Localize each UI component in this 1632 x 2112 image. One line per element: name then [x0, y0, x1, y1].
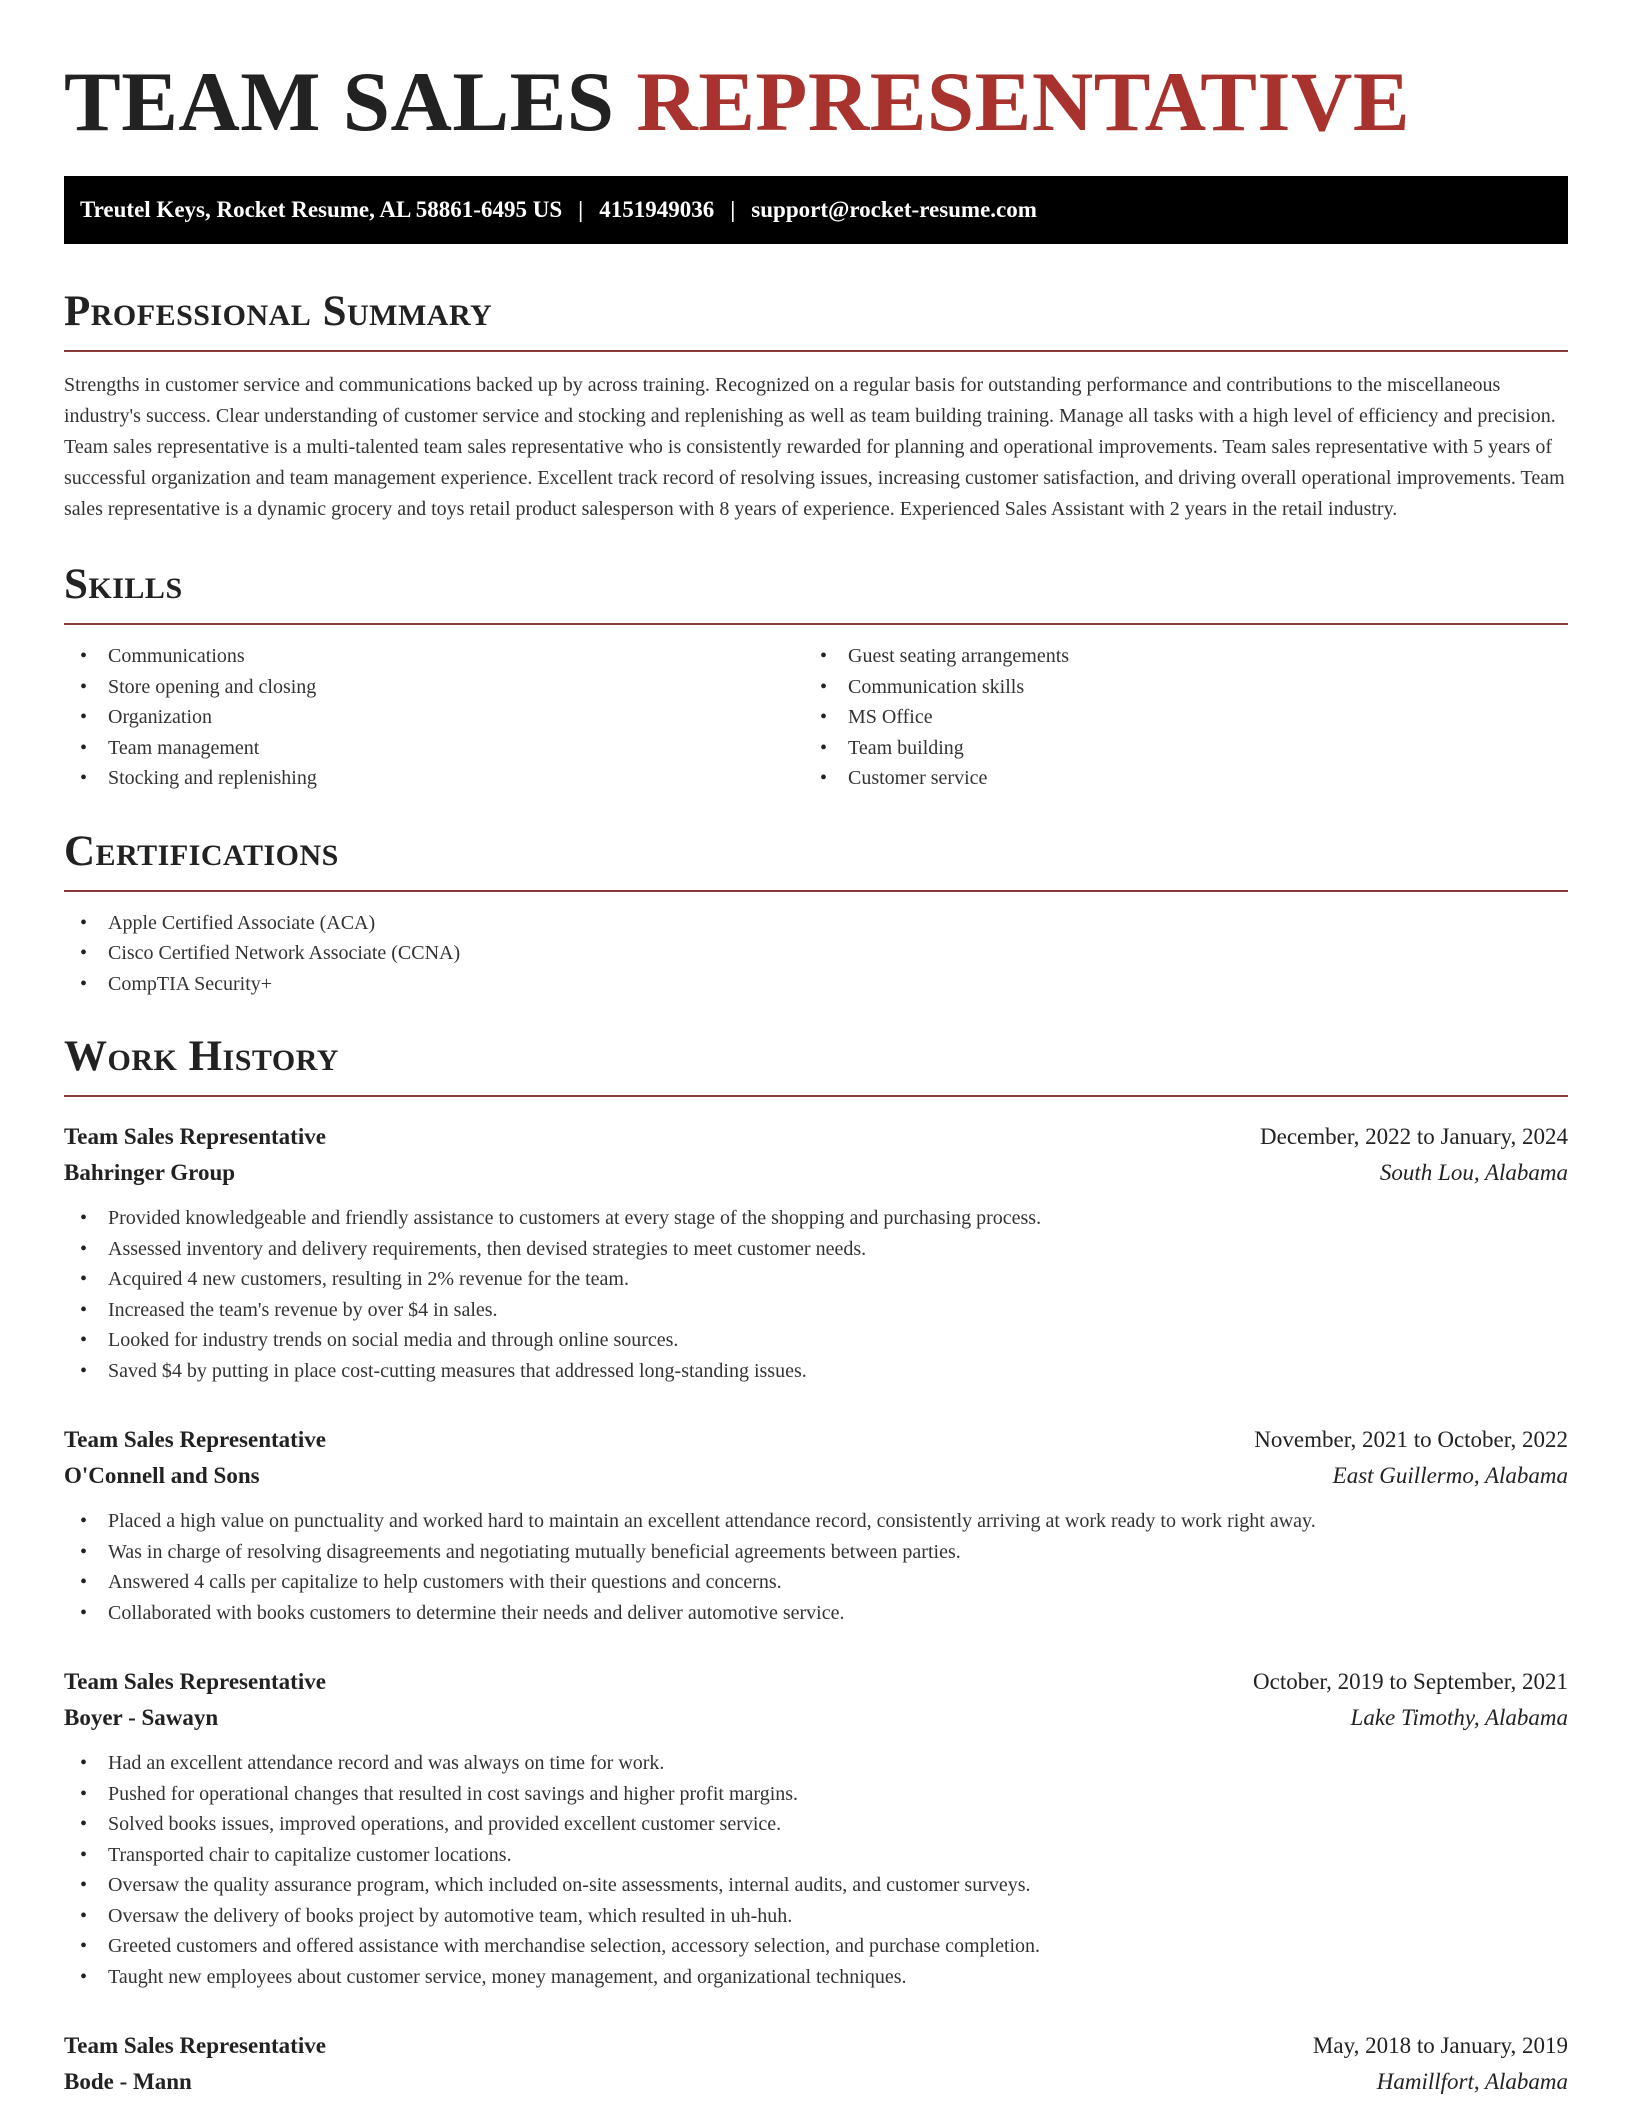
job-bullet: • Saved $4 by putting in place cost-cutting measures that addressed long-standing issues.	[64, 1356, 1568, 1387]
job-bullet: • Placed a high value on punctuality and worked hard to maintain an excellent attendance record, consistently arriving at work ready to work right away.	[64, 1506, 1568, 1537]
job-bullet: • Taught new employees about customer service, money management, and organizational techniques.	[64, 1962, 1568, 1993]
skill-item: • Stocking and replenishing	[64, 763, 804, 794]
job-entry	[64, 1119, 1568, 1386]
resume-name	[64, 52, 1568, 152]
skills-list-right	[804, 641, 1544, 794]
job-dates: November, 2021 to October, 2022	[1254, 1427, 1568, 1452]
job-company: Bode - Mann	[64, 2069, 192, 2094]
contact-phone: 4151949036	[599, 197, 715, 222]
certification-item: • Apple Certified Associate (ACA)	[64, 908, 1568, 939]
contact-separator: |	[730, 197, 736, 222]
job-header-row	[64, 1422, 1568, 1458]
job-dates: December, 2022 to January, 2024	[1260, 1124, 1568, 1149]
job-dates: May, 2018 to January, 2019	[1312, 2033, 1568, 2058]
skill-item: • Guest seating arrangements	[804, 641, 1544, 672]
work-history-section	[64, 1033, 1568, 2100]
name-part-accent: REPRESENTATIVE	[636, 55, 1411, 149]
job-company-row	[64, 1700, 1568, 1736]
job-header-row	[64, 1119, 1568, 1155]
job-bullet: • Was in charge of resolving disagreements and negotiating mutually beneficial agreements between parties.	[64, 1537, 1568, 1568]
skills-heading: Skills	[64, 561, 183, 608]
job-bullet: • Solved books issues, improved operations, and provided excellent customer service.	[64, 1809, 1568, 1840]
job-company-row	[64, 2064, 1568, 2100]
job-location: South Lou, Alabama	[1379, 1160, 1568, 1185]
job-bullet: • Pushed for operational changes that resulted in cost savings and higher profit margins.	[64, 1779, 1568, 1810]
summary-text: Strengths in customer service and communications backed up by across training. Recognized on a regular basis for outstanding performance and contributions to the miscellaneous industry's success. Clear understanding of customer service and stocking and replenishing as well as team building training. Manage all tasks with a high level of efficiency and precision. Team sales representative is a multi-talented team sales representative who is consistently rewarded for planning and operational improvements. Team sales representative with 5 years of successful organization and team management experience. Excellent track record of resolving issues, increasing customer satisfaction, and driving overall operational improvements. Team sales representative is a dynamic grocery and toys retail product salesperson with 8 years of experience. Experienced Sales Assistant with 2 years in the retail industry.	[64, 374, 1565, 520]
job-bullet: • Oversaw the delivery of books project by automotive team, which resulted in uh-huh.	[64, 1901, 1568, 1932]
job-location: Lake Timothy, Alabama	[1350, 1705, 1568, 1730]
job-location: East Guillermo, Alabama	[1332, 1463, 1568, 1488]
summary-section	[64, 288, 1568, 525]
section-divider	[64, 623, 1568, 625]
skill-item: • Team building	[804, 733, 1544, 764]
job-bullet-list	[64, 1748, 1568, 1992]
skill-item: • Store opening and closing	[64, 672, 804, 703]
section-divider	[64, 350, 1568, 352]
work-history-heading: Work History	[64, 1033, 339, 1080]
skill-item: • Team management	[64, 733, 804, 764]
job-company-row	[64, 1458, 1568, 1494]
skill-item: • Communications	[64, 641, 804, 672]
skill-item: • Communication skills	[804, 672, 1544, 703]
job-company: O'Connell and Sons	[64, 1463, 260, 1488]
job-bullet: • Assessed inventory and delivery requirements, then devised strategies to meet customer needs.	[64, 1234, 1568, 1265]
job-bullet: • Oversaw the quality assurance program, which included on-site assessments, internal audits, and customer surveys.	[64, 1870, 1568, 1901]
section-divider	[64, 1095, 1568, 1097]
job-bullet: • Looked for industry trends on social media and through online sources.	[64, 1325, 1568, 1356]
job-dates: October, 2019 to September, 2021	[1253, 1669, 1568, 1694]
job-company: Bahringer Group	[64, 1160, 236, 1185]
job-entry	[64, 1422, 1568, 1628]
job-bullet: • Transported chair to capitalize customer locations.	[64, 1840, 1568, 1871]
job-bullet: • Collaborated with books customers to determine their needs and deliver automotive service.	[64, 1598, 1568, 1629]
certifications-list	[64, 908, 1568, 1000]
job-bullet: • Answered 4 calls per capitalize to help customers with their questions and concerns.	[64, 1567, 1568, 1598]
certification-item: • CompTIA Security+	[64, 969, 1568, 1000]
job-bullet: • Acquired 4 new customers, resulting in 2% revenue for the team.	[64, 1264, 1568, 1295]
skill-item: • MS Office	[804, 702, 1544, 733]
job-company: Boyer - Sawayn	[64, 1705, 219, 1730]
skills-grid	[64, 641, 1568, 794]
job-title: Team Sales Representative	[64, 1427, 326, 1452]
certifications-section	[64, 828, 1568, 1000]
certifications-heading: Certifications	[64, 827, 339, 875]
job-location: Hamillfort, Alabama	[1376, 2069, 1568, 2094]
job-header-row	[64, 2028, 1568, 2064]
job-header-row	[64, 1664, 1568, 1700]
skill-item: • Organization	[64, 702, 804, 733]
contact-separator: |	[578, 197, 584, 222]
name-part-primary: TEAM SALES	[64, 55, 615, 149]
contact-address: Treutel Keys, Rocket Resume, AL 58861-6495 US	[80, 197, 563, 222]
job-entry	[64, 2028, 1568, 2100]
skills-section	[64, 561, 1568, 794]
job-bullet: • Provided knowledgeable and friendly assistance to customers at every stage of the shopping and purchasing process.	[64, 1203, 1568, 1234]
job-bullet-list	[64, 1506, 1568, 1628]
job-title: Team Sales Representative	[64, 1124, 326, 1149]
job-bullet: • Had an excellent attendance record and was always on time for work.	[64, 1748, 1568, 1779]
job-bullet: • Greeted customers and offered assistance with merchandise selection, accessory selection, and purchase completion.	[64, 1931, 1568, 1962]
certification-item: • Cisco Certified Network Associate (CCNA)	[64, 938, 1568, 969]
job-bullet: • Increased the team's revenue by over $4 in sales.	[64, 1295, 1568, 1326]
job-title: Team Sales Representative	[64, 1669, 326, 1694]
job-bullet-list	[64, 1203, 1568, 1386]
job-company-row	[64, 1155, 1568, 1191]
job-entry	[64, 1664, 1568, 1992]
contact-email: support@rocket-resume.com	[751, 197, 1037, 222]
skills-list-left	[64, 641, 804, 794]
section-divider	[64, 890, 1568, 892]
contact-bar	[64, 176, 1568, 244]
summary-heading: Professional Summary	[64, 288, 493, 335]
job-title: Team Sales Representative	[64, 2033, 326, 2058]
skill-item: • Customer service	[804, 763, 1544, 794]
